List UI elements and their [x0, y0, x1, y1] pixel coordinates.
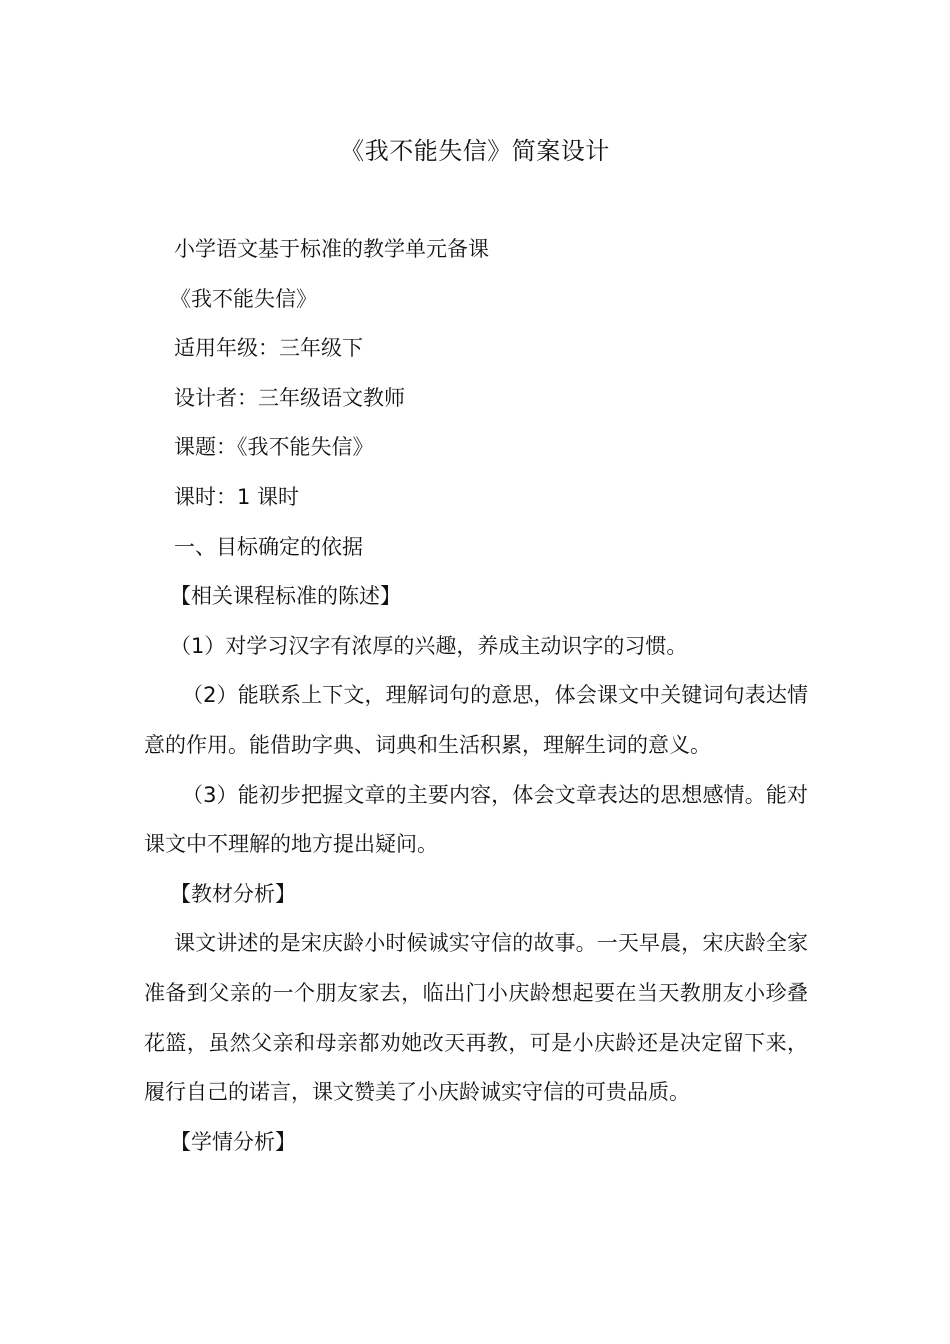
- meta-line-grade: 适用年级：三年级下: [174, 336, 363, 361]
- document-title: 《我不能失信》简案设计: [340, 137, 610, 165]
- meta-line-lesson: 《我不能失信》: [170, 286, 317, 311]
- standards-heading: 【相关课程标准的陈述】: [170, 584, 401, 609]
- meta-line-designer: 设计者：三年级语文教师: [174, 385, 405, 410]
- section-heading-basis: 一、目标确定的依据: [174, 534, 363, 559]
- standard-item-2: （2）能联系上下文，理解词句的意思，体会课文中关键词句表达情意的作用。能借助字典、词典和生活积累，理解生词的意义。: [144, 683, 808, 757]
- material-paragraph: 课文讲述的是宋庆龄小时候诚实守信的故事。一天早晨，宋庆龄全家准备到父亲的一个朋友家去，临出门小庆龄想起要在当天教朋友小珍叠花篮，虽然父亲和母亲都劝她改天再教，可是小庆龄还是决定留下来，履行自己的诺言，课文赞美了小庆龄诚实守信的可贵品质。: [144, 931, 808, 1105]
- material-heading: 【教材分析】: [170, 881, 296, 906]
- learner-heading: 【学情分析】: [170, 1129, 296, 1154]
- meta-line-topic: 课题：《我不能失信》: [174, 435, 374, 460]
- meta-line-course: 小学语文基于标准的教学单元备课: [174, 237, 489, 261]
- document-body: [144, 225, 808, 1167]
- standard-item-3: （3）能初步把握文章的主要内容，体会文章表达的思想感情。能对课文中不理解的地方提出疑问。: [144, 782, 808, 857]
- meta-line-duration: 课时：1 课时: [174, 484, 300, 509]
- standard-item-1: （1）对学习汉字有浓厚的兴趣，养成主动识字的习惯。: [170, 633, 688, 658]
